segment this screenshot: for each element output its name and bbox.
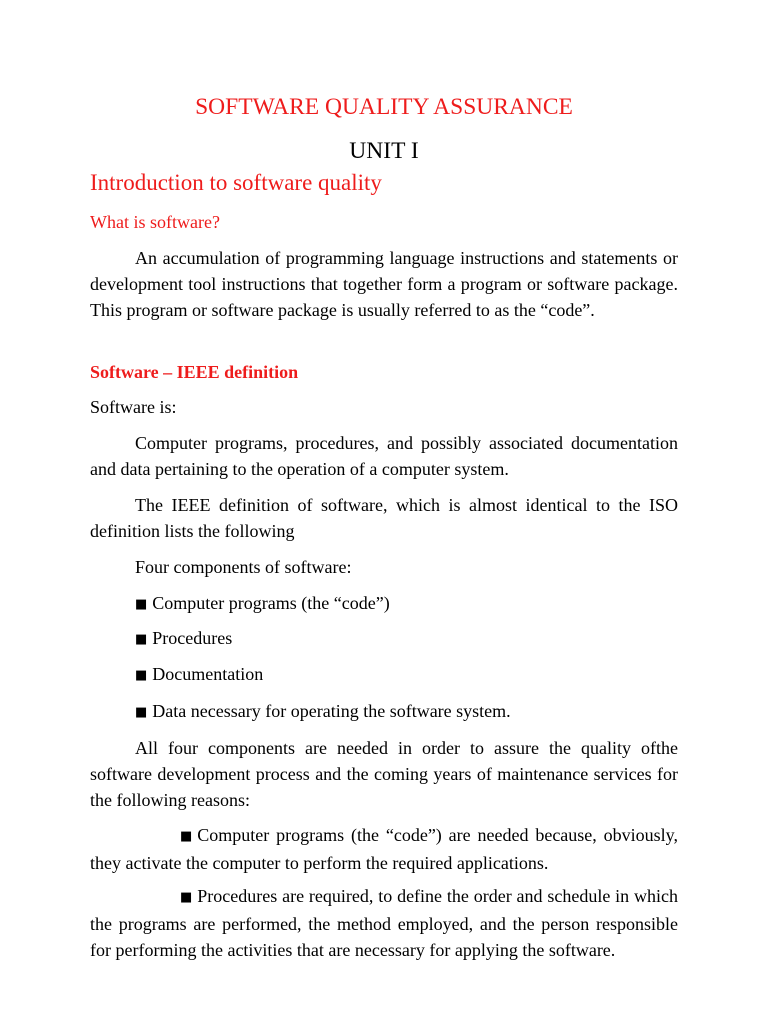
subheading-ieee-definition: Software – IEEE definition [90, 362, 299, 382]
list-item-text: Data necessary for operating the software system. [152, 701, 511, 721]
list-item-text: Procedures [152, 628, 233, 648]
reason-paragraph [90, 883, 678, 963]
document-title: SOFTWARE QUALITY ASSURANCE [195, 94, 573, 120]
list-item-text: Documentation [152, 664, 264, 684]
unit-heading: UNIT I [349, 138, 419, 164]
reason-paragraph [90, 822, 678, 876]
square-bullet-icon: ■ [135, 632, 148, 647]
definition-paragraph: An accumulation of programming language instructions and statements or development tool instructions that together form a program or software package. This program or software package is usually referred to as the “code”. [90, 248, 678, 320]
reason-text: Computer programs (the “code”) are needed because, obviously, they activate the computer to perform the required applications. [90, 825, 678, 873]
square-bullet-icon: ■ [180, 890, 193, 905]
square-bullet-icon: ■ [135, 668, 148, 683]
reason-text: Procedures are required, to define the order and schedule in which the programs are performed, the method employed, and the person responsible for performing the activities that are necessary for applying the software. [90, 886, 678, 960]
four-components-label: Four components of software: [135, 557, 352, 577]
section-heading: Introduction to software quality [90, 170, 382, 195]
software-is-label: Software is: [90, 397, 177, 417]
all-four-components-paragraph: All four components are needed in order to assure the quality ofthe software development process and the coming years of maintenance services for the following reasons: [90, 738, 678, 810]
list-item [135, 625, 232, 653]
square-bullet-icon: ■ [135, 597, 148, 612]
list-item [135, 661, 263, 689]
subheading-what-is-software: What is software? [90, 212, 220, 232]
square-bullet-icon: ■ [180, 829, 193, 844]
iso-definition-paragraph: The IEEE definition of software, which is almost identical to the ISO definition lists the following [90, 495, 678, 541]
square-bullet-icon: ■ [135, 705, 148, 720]
list-item-text: Computer programs (the “code”) [152, 593, 390, 613]
list-item [135, 698, 511, 726]
list-item [135, 590, 390, 618]
ieee-definition-paragraph: Computer programs, procedures, and possibly associated documentation and data pertaining to the operation of a computer system. [90, 433, 678, 479]
